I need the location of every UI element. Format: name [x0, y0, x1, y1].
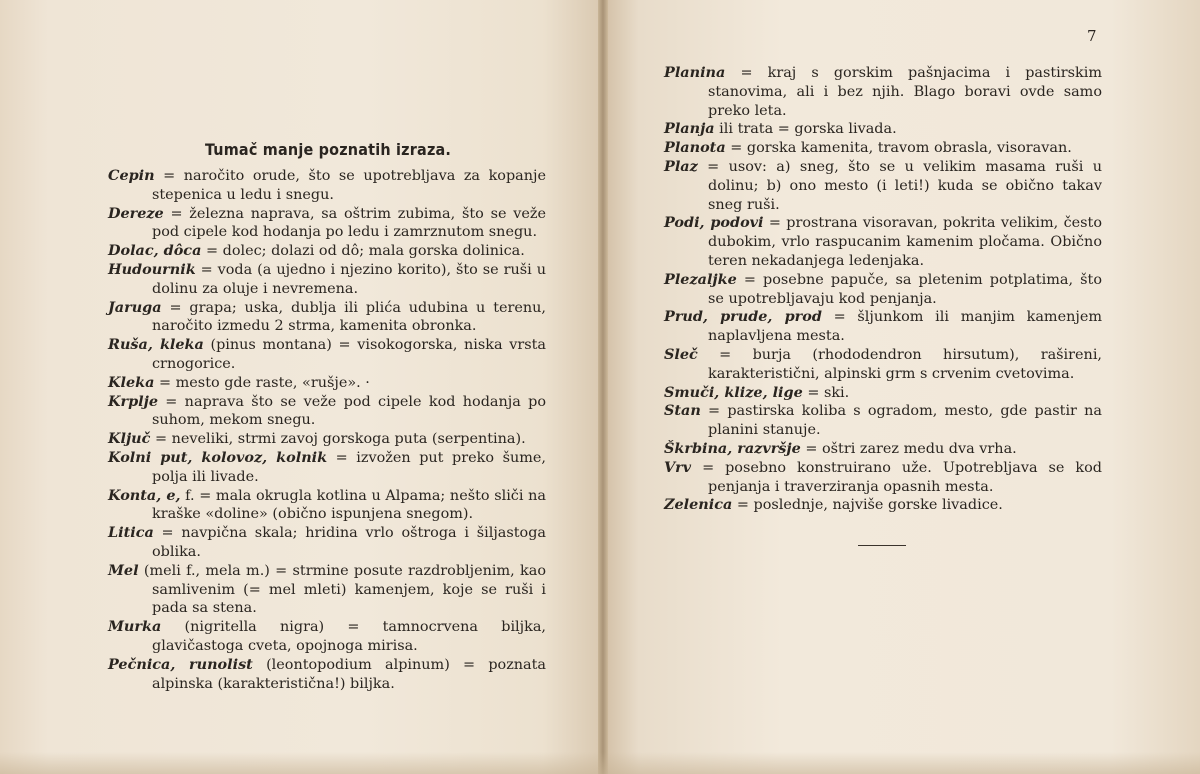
glossary-definition: = pastirska koliba s ogradom, mesto, gde pastir na planini stanuje.	[700, 403, 1102, 439]
glossary-term: Plaz	[664, 157, 698, 175]
glossary-term: Konta, e,	[108, 486, 181, 504]
glossary-entry	[664, 346, 1102, 384]
glossary-term: Krplje	[108, 392, 158, 410]
glossary-definition: = šljunkom ili manjim kamenjem naplavljena mesta.	[708, 309, 1102, 345]
glossary-definition: (nigritella nigra) = tamnocrvena biljka, glavičastoga cveta, opojnoga mirisa.	[152, 619, 546, 654]
glossary-term: Dolac, dôca	[108, 242, 202, 260]
glossary-term: Cepin	[108, 167, 155, 184]
glossary-term: Škrbina, razvršje	[664, 439, 801, 457]
glossary-entry	[108, 242, 546, 261]
glossary-term: Stan	[664, 402, 701, 420]
glossary-entry	[664, 440, 1102, 459]
glossary-entry	[664, 214, 1102, 270]
glossary-term: Prud, prude, prod	[664, 308, 822, 326]
glossary-definition: = dolec; dolazi od dô; mala gorska dolinica.	[201, 243, 525, 260]
glossary-term: Dereze	[108, 204, 164, 222]
glossary-entry	[664, 120, 1102, 139]
glossary-definition: = posebno konstruirano uže. Upotrebljava se kod penjanja i traverziranja opasnih mesta.	[691, 459, 1102, 495]
glossary-entry	[108, 487, 546, 525]
glossary-definition: = poslednje, najviše gorske livadice.	[732, 497, 1003, 514]
glossary-definition: = voda (a ujedno i njezino korito), što se ruši u dolinu za oluje i nevremena.	[152, 261, 546, 297]
glossary-entry	[108, 656, 546, 694]
glossary-term: Ključ	[108, 430, 151, 448]
glossary-definition: ili trata = gorska livada.	[714, 121, 897, 138]
glossary-entry	[664, 64, 1102, 120]
glossary-definition: = železna naprava, sa oštrim zubima, što se veže pod cipele kod hodanja po ledu i zamrznutom snegu.	[152, 205, 546, 241]
glossary-entry	[108, 524, 546, 562]
glossary-definition: = naročito orude, što se upotrebljava za kopanje stepenica u ledu i snegu.	[152, 168, 546, 203]
glossary-definition: = grapa; uska, dublja ili plića udubina u terenu, naročito izmedu 2 strma, kamenita obronka.	[152, 299, 546, 335]
glossary-entry	[108, 374, 546, 393]
glossary-definition: (pinus montana) = visokogorska, niska vrsta crnogorice.	[152, 337, 546, 372]
glossary-heading: Tumač manje poznatih izraza.	[205, 140, 452, 159]
glossary-entry	[108, 449, 546, 487]
glossary-definition: = gorska kamenita, travom obrasla, visoravan.	[725, 140, 1072, 157]
glossary-entry	[108, 430, 546, 449]
glossary-definition: f. = mala okrugla kotlina u Alpama; nešto sliči na kraške «doline» (obično ispunjena snegom).	[152, 487, 546, 523]
glossary-term: Pečnica, runolist	[108, 655, 253, 673]
page-number: 7	[1087, 27, 1097, 45]
glossary-entry	[108, 618, 546, 656]
glossary-definition: = naprava što se veže pod cipele kod hodanja po suhom, mekom snegu.	[152, 393, 546, 429]
glossary-definition: = usov: a) sneg, što se u velikim masama ruši u dolinu; b) ono mesto (i leti!) kuda se obično takav sneg ruši.	[697, 158, 1102, 213]
page-bottom-edge	[0, 752, 1200, 774]
glossary-term: Kolni put, kolovoz, kolnik	[108, 448, 328, 466]
glossary-term: Vrv	[664, 458, 692, 476]
glossary-right-column	[664, 64, 1102, 515]
glossary-entry	[664, 139, 1102, 158]
glossary-term: Jaruga	[108, 298, 162, 316]
glossary-term: Plezaljke	[664, 270, 737, 288]
glossary-entry	[664, 459, 1102, 497]
glossary-entry	[108, 562, 546, 618]
glossary-entry	[664, 271, 1102, 309]
glossary-definition: = izvožen put preko šume, polja ili livade.	[152, 449, 546, 485]
glossary-definition: = navpična skala; hridina vrlo oštroga i šiljastoga oblika.	[152, 525, 546, 560]
glossary-entry	[108, 261, 546, 299]
glossary-definition: (meli f., mela m.) = strmine posute razdrobljenim, kao samlivenim (= mel mleti) kamenjem, koje se ruši i pada sa stena.	[138, 562, 546, 617]
glossary-entry	[664, 402, 1102, 440]
glossary-definition: = ski.	[802, 384, 850, 401]
book-gutter	[598, 0, 608, 774]
glossary-term: Mel	[108, 561, 139, 579]
glossary-entry	[664, 308, 1102, 346]
glossary-definition: = oštri zarez medu dva vrha.	[800, 440, 1017, 457]
glossary-term: Kleka	[108, 373, 155, 391]
glossary-term: Murka	[108, 618, 162, 636]
glossary-entry	[664, 496, 1102, 515]
glossary-term: Planja	[664, 120, 715, 138]
glossary-definition: = burja (rhododendron hirsutum), rašireni, karakteristični, alpinski grm s crvenim cvetovima.	[697, 346, 1102, 382]
glossary-term: Planota	[664, 139, 726, 157]
glossary-left-column	[108, 167, 546, 693]
end-rule	[858, 545, 906, 546]
glossary-term: Planina	[664, 64, 726, 81]
glossary-entry	[108, 205, 546, 243]
glossary-entry	[108, 336, 546, 374]
glossary-term: Smuči, klize, lige	[664, 383, 803, 401]
glossary-term: Ruša, kleka	[108, 336, 204, 354]
glossary-definition: = mesto gde raste, «rušje». ·	[154, 374, 370, 391]
glossary-definition: = kraj s gorskim pašnjacima i pastirskim stanovima, ali i bez njih. Blago boravi ovde samo preko leta.	[708, 65, 1102, 119]
glossary-definition: (leontopodium alpinum) = poznata alpinska (karakteristična!) biljka.	[152, 656, 546, 692]
glossary-term: Hudournik	[108, 260, 196, 278]
glossary-term: Sleč	[664, 345, 698, 363]
glossary-definition: = posebne papuče, sa pletenim potplatima, što se upotrebljavaju kod penjanja.	[708, 271, 1102, 307]
glossary-term: Litica	[108, 524, 154, 542]
glossary-term: Zelenica	[664, 496, 733, 514]
glossary-definition: = neveliki, strmi zavoj gorskoga puta (serpentina).	[150, 431, 526, 448]
glossary-entry	[108, 393, 546, 431]
glossary-term: Podi, podovi	[664, 214, 764, 232]
glossary-entry	[108, 299, 546, 337]
glossary-entry	[664, 158, 1102, 214]
glossary-entry	[664, 384, 1102, 403]
glossary-definition: = prostrana visoravan, pokrita velikim, često dubokim, vrlo raspucanim kamenim pločama. Obično teren nekadanjega ledenjaka.	[708, 215, 1102, 269]
glossary-entry	[108, 167, 546, 205]
